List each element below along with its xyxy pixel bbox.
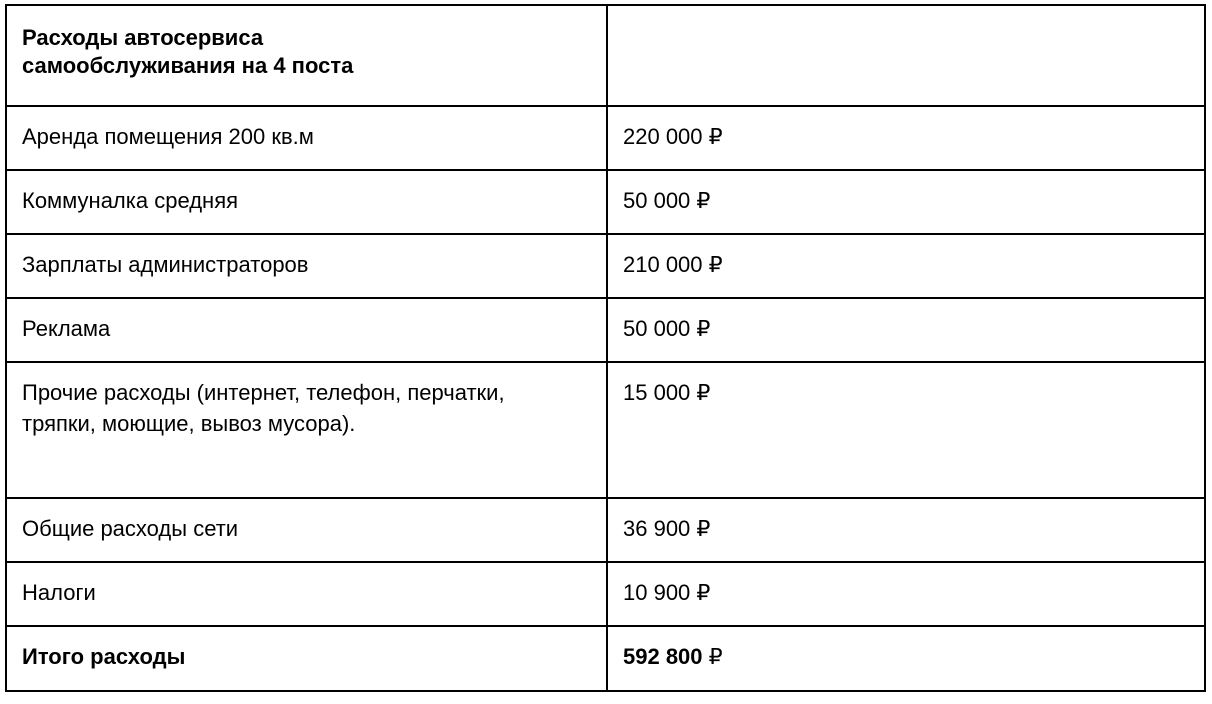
row-label: Прочие расходы (интернет, телефон, перчатки, тряпки, моющие, вывоз мусора). (6, 362, 607, 498)
total-amount: 592 800 (623, 644, 703, 669)
table-row (6, 362, 1205, 498)
row-label: Реклама (6, 298, 607, 362)
expenses-table (5, 4, 1206, 692)
row-label: Зарплаты администраторов (6, 234, 607, 298)
row-value: 15 000 ₽ (607, 362, 1205, 498)
table-title-line2: самообслуживания на 4 поста (22, 53, 354, 78)
row-value: 50 000 ₽ (607, 298, 1205, 362)
table-row (6, 234, 1205, 298)
table-row (6, 498, 1205, 562)
row-value: 50 000 ₽ (607, 170, 1205, 234)
table-title (6, 5, 607, 106)
table-row (6, 106, 1205, 170)
table-title-value (607, 5, 1205, 106)
row-label: Коммуналка средняя (6, 170, 607, 234)
row-value: 220 000 ₽ (607, 106, 1205, 170)
table-header-row (6, 5, 1205, 106)
row-label: Общие расходы сети (6, 498, 607, 562)
row-value: 10 900 ₽ (607, 562, 1205, 626)
row-value: 36 900 ₽ (607, 498, 1205, 562)
row-value: 210 000 ₽ (607, 234, 1205, 298)
total-currency: ₽ (708, 644, 723, 669)
total-value (607, 626, 1205, 691)
table-row (6, 298, 1205, 362)
total-label: Итого расходы (6, 626, 607, 691)
total-row (6, 626, 1205, 691)
table-title-line1: Расходы автосервиса (22, 25, 264, 50)
table-row (6, 170, 1205, 234)
table-row (6, 562, 1205, 626)
row-label: Налоги (6, 562, 607, 626)
row-label: Аренда помещения 200 кв.м (6, 106, 607, 170)
